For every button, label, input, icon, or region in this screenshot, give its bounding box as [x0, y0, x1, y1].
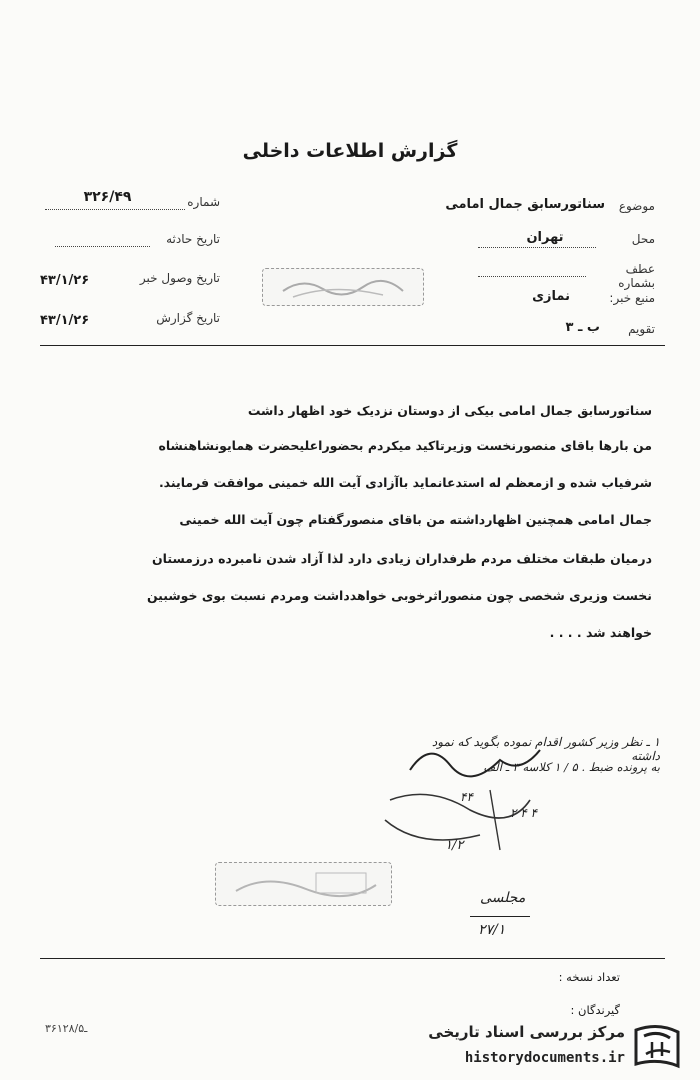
receipt-date-label: تاریخ وصول خبر [139, 271, 220, 285]
ref-label: عطف بشماره [618, 262, 655, 290]
handwritten-mark-3: ۱/۲ [445, 838, 464, 853]
calendar-label: تقویم [628, 322, 655, 336]
signature-scribble-icon [370, 730, 690, 870]
number-label: شماره [187, 195, 220, 209]
archive-url: historydocuments.ir [464, 1050, 625, 1066]
event-date-label: تاریخ حادثه [166, 232, 220, 246]
document-title: گزارش اطلاعات داخلی [242, 140, 458, 162]
lower-stamp [215, 862, 392, 906]
stamp-scribble-icon [263, 269, 423, 305]
signature-underline [470, 916, 530, 917]
calendar-value: ب ـ ۳ [565, 320, 600, 335]
source-value: نمازی [532, 289, 570, 304]
handwritten-mark-2: ۲ ۴ ۴ [510, 806, 537, 820]
location-dots [478, 246, 596, 248]
source-label: منبع خبر: [609, 291, 655, 305]
header-divider [40, 345, 665, 346]
body-line-5: درمیان طبقات مختلف مردم طرفداران زیادی دارد لذا آزاد شدن نامبرده درزمستان [152, 551, 652, 566]
number-dots [45, 208, 185, 210]
archive-logo-icon [628, 1018, 686, 1074]
doc-code: ۳۶ـ۱۲۸/۵ [45, 1022, 88, 1035]
signature-date: ۲۷/۱ [478, 922, 506, 938]
handwritten-note-line2: به پرونده ضبط . ۵ / ۱ کلاسه ۳ ـ الف [483, 760, 660, 774]
handwritten-mark-1: ۴۴ [460, 790, 473, 804]
body-line-2: من بارها باقای منصورنخست وزیرتاکید میکردم بحضوراعلیحضرت همایونشاهنشاه [158, 438, 652, 453]
subject-value: سناتورسابق جمال امامی [445, 197, 605, 212]
body-line-6: نخست وزیری شخصی چون منصوراثرخوبی خواهدداشت ومردم نسبت بوی خوشبین [146, 588, 652, 603]
handwritten-note-line1: ۱ ـ نظر وزیر کشور اقدام نموده بگوید که نمود داشته [431, 735, 660, 763]
ref-dots [478, 275, 586, 277]
footer-divider [40, 958, 665, 959]
body-line-7: خواهند شد . . . . [549, 625, 652, 640]
body-line-1: سناتورسابق جمال امامی بیکی از دوستان نزدیک خود اظهار داشت [247, 403, 652, 418]
signature-name: مجلسی [480, 890, 526, 906]
location-label: محل [631, 232, 655, 246]
location-value: تهران [515, 230, 575, 245]
number-value: ۳۲۶/۴۹ [83, 189, 132, 205]
copies-label: تعداد نسخه : [558, 970, 620, 984]
receipt-date-value: ۴۳/۱/۲۶ [40, 273, 90, 288]
report-date-label: تاریخ گزارش [156, 311, 220, 325]
body-line-3: شرفیاب شده و ازمعظم له استدعانماید باآزادی آیت الله خمینی موافقت فرمایند. [158, 475, 652, 490]
report-date-value: ۴۳/۱/۲۶ [40, 313, 90, 328]
recipients-label: گیرندگان : [570, 1003, 620, 1017]
subject-label: موضوع [618, 199, 655, 213]
archive-name: مرکز بررسی اسناد تاریخی [428, 1023, 625, 1041]
event-date-dots [55, 245, 150, 247]
body-line-4: جمال امامی همچنین اظهارداشته من باقای منصورگفتام چون آیت الله خمینی [179, 512, 652, 527]
header-stamp [262, 268, 424, 306]
stamp-seal-icon [216, 863, 391, 905]
